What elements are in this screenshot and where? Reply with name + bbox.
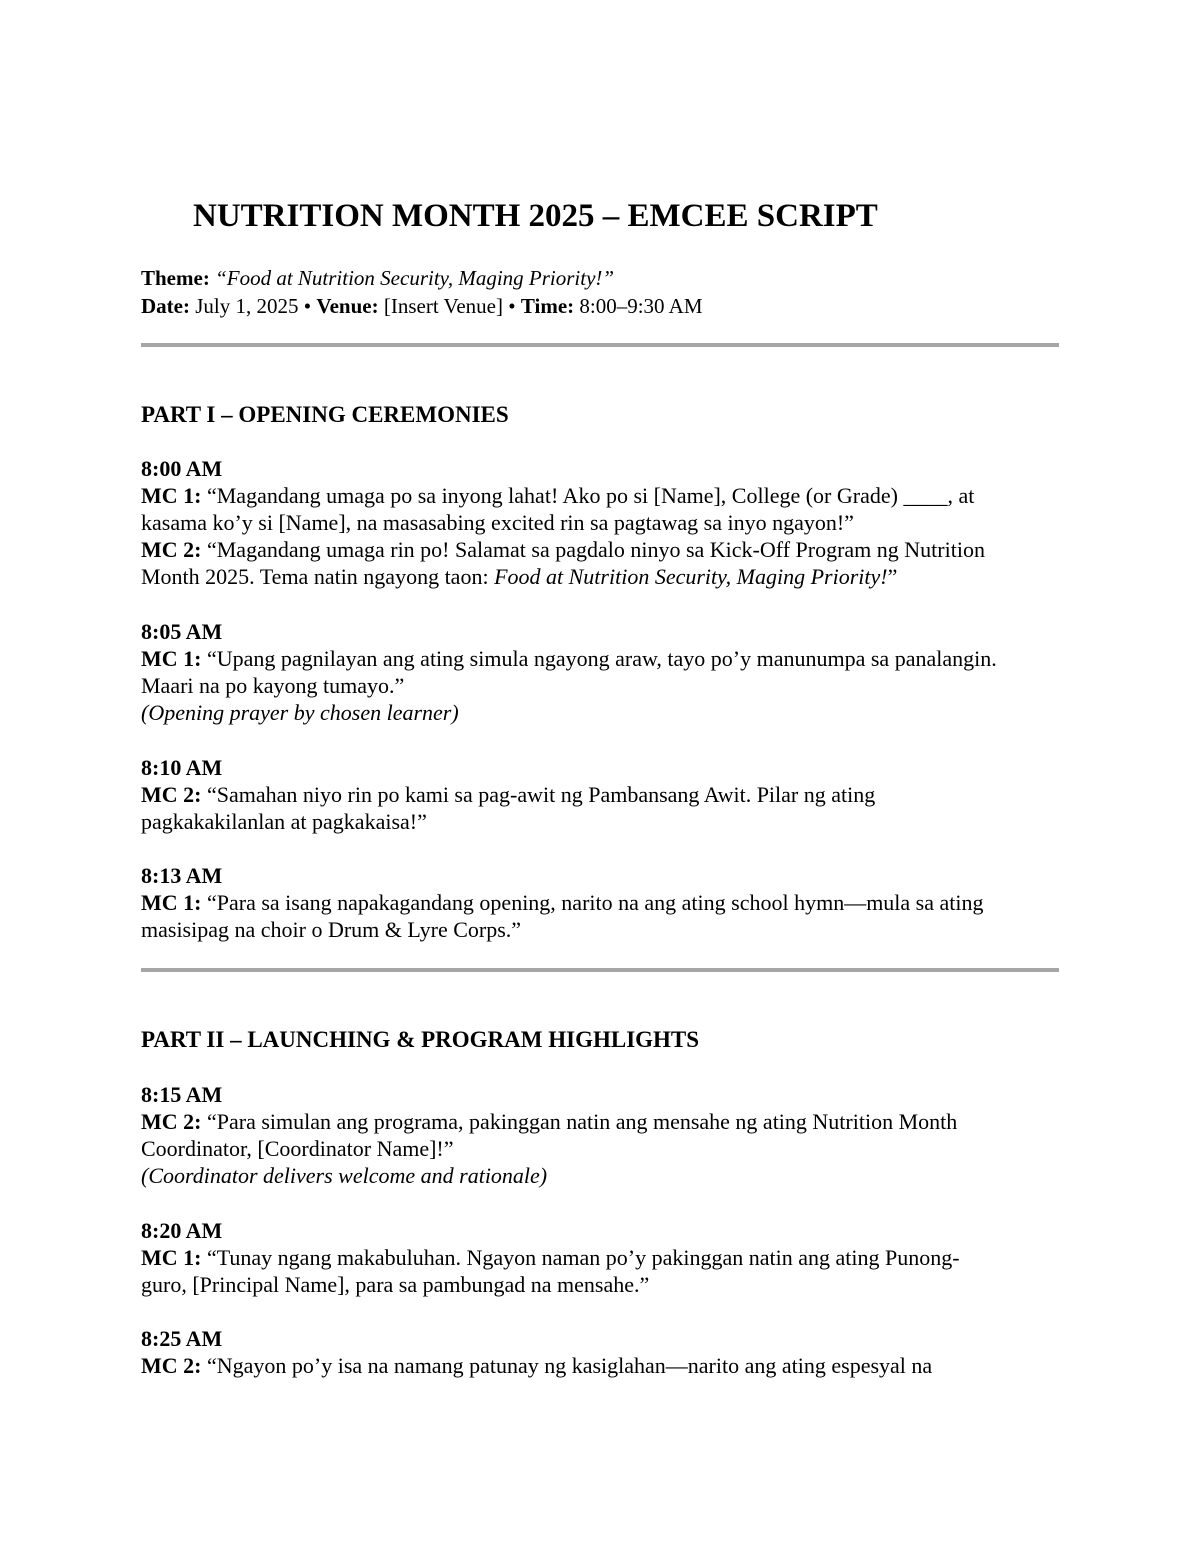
time-label: Time: — [520, 294, 575, 318]
speaker-label: MC 2: — [141, 537, 202, 562]
script-text: “Samahan niyo rin po kami sa pag-awit ng Pambansang Awit. Pilar ng ating — [201, 782, 876, 807]
time-stamp: 8:20 AM — [141, 1218, 223, 1243]
script-text: “Tunay ngang makabuluhan. Ngayon naman po’y pakinggan natin ang ating Punong- — [201, 1245, 960, 1270]
script-line — [141, 1108, 1071, 1135]
separator: • — [503, 294, 521, 318]
theme-italic: Food at Nutrition Security, Maging Priority! — [494, 564, 888, 589]
divider — [141, 968, 1059, 972]
script-block-825 — [141, 1325, 1071, 1379]
part1-heading: PART I – OPENING CEREMONIES — [141, 402, 509, 427]
script-text: “Upang pagnilayan ang ating simula ngayong araw, tayo po’y manunumpa sa panalangin. — [201, 646, 997, 671]
script-line: Maari na po kayong tumayo.” — [141, 673, 405, 698]
time-stamp: 8:10 AM — [141, 755, 223, 780]
speaker-label: MC 1: — [141, 646, 202, 671]
script-line — [141, 645, 1071, 672]
stage-note: (Opening prayer by chosen learner) — [141, 700, 459, 725]
script-line — [141, 482, 1071, 509]
script-text: “Para sa isang napakagandang opening, narito na ang ating school hymn—mula sa ating — [201, 890, 984, 915]
script-text: ” — [887, 564, 898, 589]
time-stamp: 8:25 AM — [141, 1326, 223, 1351]
script-line: guro, [Principal Name], para sa pambungad na mensahe.” — [141, 1272, 650, 1297]
script-line: masisipag na choir o Drum & Lyre Corps.” — [141, 917, 522, 942]
theme-value: “Food at Nutrition Security, Maging Priority!” — [215, 266, 615, 290]
script-text: “Magandang umaga po sa inyong lahat! Ako po si [Name], College (or Grade) ____, at — [201, 483, 975, 508]
venue-label: Venue: — [316, 294, 379, 318]
part2-heading: PART II – LAUNCHING & PROGRAM HIGHLIGHTS — [141, 1027, 700, 1052]
script-block-815 — [141, 1081, 1071, 1189]
time-stamp: 8:15 AM — [141, 1082, 223, 1107]
time-stamp: 8:05 AM — [141, 619, 223, 644]
speaker-label: MC 1: — [141, 890, 202, 915]
script-block-820 — [141, 1217, 1071, 1298]
script-text: Month 2025. Tema natin ngayong taon: — [141, 564, 495, 589]
script-block-810 — [141, 754, 1071, 835]
divider — [141, 343, 1059, 347]
speaker-label: MC 2: — [141, 1353, 202, 1378]
speaker-label: MC 2: — [141, 782, 202, 807]
script-text: “Magandang umaga rin po! Salamat sa pagdalo ninyo sa Kick-Off Program ng Nutrition — [201, 537, 985, 562]
time-stamp: 8:13 AM — [141, 863, 223, 888]
theme-line — [141, 264, 703, 292]
time-value: 8:00–9:30 AM — [579, 294, 703, 318]
event-meta — [141, 264, 703, 320]
speaker-label: MC 1: — [141, 1245, 202, 1270]
script-text: “Para simulan ang programa, pakinggan natin ang mensahe ng ating Nutrition Month — [201, 1109, 958, 1134]
speaker-label: MC 1: — [141, 483, 202, 508]
date-value: July 1, 2025 — [195, 294, 299, 318]
page-title: NUTRITION MONTH 2025 – EMCEE SCRIPT — [193, 198, 878, 234]
script-line: Coordinator, [Coordinator Name]!” — [141, 1136, 454, 1161]
script-text: “Ngayon po’y isa na namang patunay ng kasiglahan—narito ang ating espesyal na — [201, 1353, 933, 1378]
theme-label: Theme: — [141, 266, 210, 290]
script-block-800 — [141, 455, 1071, 590]
script-line: pagkakakilanlan at pagkakaisa!” — [141, 809, 427, 834]
script-line: kasama ko’y si [Name], na masasabing excited rin sa pagtawag sa inyo ngayon!” — [141, 510, 854, 535]
script-block-813 — [141, 862, 1071, 943]
script-line — [141, 781, 1071, 808]
date-label: Date: — [141, 294, 190, 318]
script-line — [141, 1244, 1071, 1271]
time-stamp: 8:00 AM — [141, 456, 223, 481]
script-line — [141, 1352, 1071, 1379]
date-venue-time-line — [141, 292, 703, 320]
script-line — [141, 563, 1071, 590]
separator: • — [298, 294, 317, 318]
stage-note: (Coordinator delivers welcome and rationale) — [141, 1163, 548, 1188]
speaker-label: MC 2: — [141, 1109, 202, 1134]
venue-value: [Insert Venue] — [383, 294, 503, 318]
script-block-805 — [141, 618, 1071, 726]
script-line — [141, 889, 1071, 916]
script-line — [141, 536, 1071, 563]
